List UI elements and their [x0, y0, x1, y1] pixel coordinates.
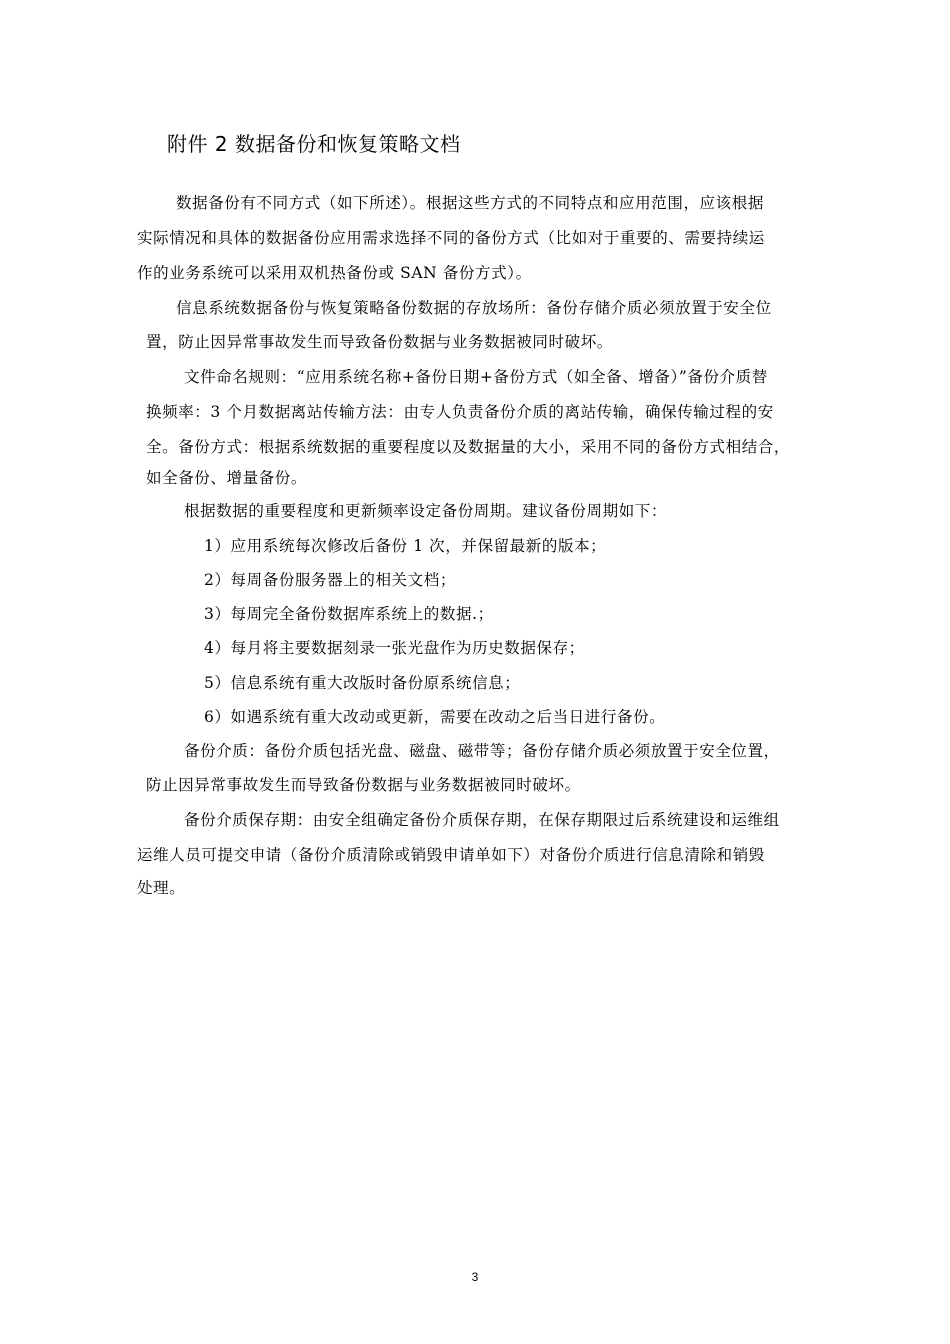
- page-number: 3: [471, 1270, 479, 1284]
- list-item: 3）每周完全备份数据库系统上的数据.；: [204, 605, 494, 623]
- paragraph-line: 根据数据的重要程度和更新频率设定备份周期。建议备份周期如下：: [184, 502, 668, 520]
- paragraph-line: 备份介质保存期：由安全组确定备份介质保存期，在保存期限过后系统建设和运维组: [184, 811, 780, 829]
- paragraph-line: 处理。: [137, 879, 186, 897]
- list-item: 4）每月将主要数据刻录一张光盘作为历史数据保存；: [204, 639, 585, 657]
- paragraph-line: 文件命名规则：“应用系统名称+备份日期+备份方式（如全备、增备）”备份介质替: [184, 368, 768, 386]
- paragraph-line: 作的业务系统可以采用双机热备份或 SAN 备份方式）。: [137, 264, 532, 282]
- page-title: 附件 2 数据备份和恢复策略文档: [167, 132, 461, 156]
- paragraph-line: 防止因异常事故发生而导致备份数据与业务数据被同时破坏。: [146, 776, 581, 794]
- list-item: 1）应用系统每次修改后备份 1 次，并保留最新的版本；: [204, 537, 607, 555]
- list-item: 6）如遇系统有重大改动或更新，需要在改动之后当日进行备份。: [204, 708, 666, 726]
- paragraph-line: 数据备份有不同方式（如下所述）。根据这些方式的不同特点和应用范围，应该根据: [176, 194, 764, 212]
- list-item: 2）每周备份服务器上的相关文档；: [204, 571, 456, 589]
- paragraph-line: 运维人员可提交申请（备份介质清除或销毁申请单如下）对备份介质进行信息清除和销毁: [137, 846, 765, 864]
- paragraph-line: 置，防止因异常事故发生而导致备份数据与业务数据被同时破坏。: [146, 333, 613, 351]
- paragraph-line: 全。备份方式：根据系统数据的重要程度以及数据量的大小，采用不同的备份方式相结合，: [146, 438, 791, 456]
- paragraph-line: 如全备份、增量备份。: [146, 469, 308, 487]
- paragraph-line: 备份介质：备份介质包括光盘、磁盘、磁带等；备份存储介质必须放置于安全位置，: [184, 742, 780, 760]
- paragraph-line: 实际情况和具体的数据备份应用需求选择不同的备份方式（比如对于重要的、需要持续运: [137, 229, 765, 247]
- paragraph-line: 换频率：3 个月数据离站传输方法：由专人负责备份介质的离站传输，确保传输过程的安: [146, 403, 774, 421]
- list-item: 5）信息系统有重大改版时备份原系统信息；: [204, 674, 521, 692]
- paragraph-line: 信息系统数据备份与恢复策略备份数据的存放场所：备份存储介质必须放置于安全位: [176, 299, 772, 317]
